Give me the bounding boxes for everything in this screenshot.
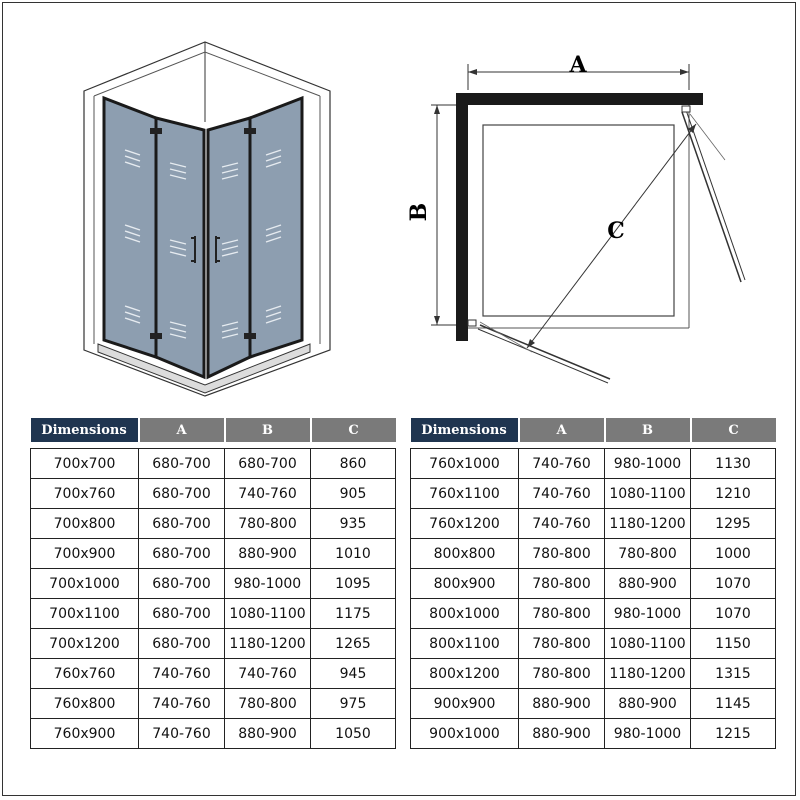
cell: 980-1000	[605, 449, 691, 479]
table-row	[411, 659, 776, 689]
cell: 780-800	[519, 629, 605, 659]
cell: 1010	[311, 539, 396, 569]
table-row	[411, 449, 776, 479]
table-header-row	[31, 418, 396, 442]
cell: 740-760	[225, 659, 311, 689]
cell: 740-760	[139, 719, 225, 749]
cell: 740-760	[519, 479, 605, 509]
top-view-dimension-diagram	[406, 52, 745, 383]
table-row	[31, 539, 396, 569]
header-c: C	[691, 418, 776, 442]
cell: 760x900	[31, 719, 139, 749]
cell: 680-700	[139, 629, 225, 659]
cell: 780-800	[605, 539, 691, 569]
table-row	[31, 569, 396, 599]
header-dimensions: Dimensions	[31, 418, 139, 442]
header-c: C	[311, 418, 396, 442]
cell: 760x1200	[411, 509, 519, 539]
cell: 900x1000	[411, 719, 519, 749]
cell: 800x1200	[411, 659, 519, 689]
cell: 880-900	[605, 569, 691, 599]
cell: 1095	[311, 569, 396, 599]
table-row	[411, 599, 776, 629]
cell: 680-700	[225, 449, 311, 479]
cell: 1295	[691, 509, 776, 539]
dimension-label-b: B	[406, 202, 432, 222]
table-row	[411, 689, 776, 719]
table-row	[31, 599, 396, 629]
table-row	[31, 629, 396, 659]
cell: 800x1000	[411, 599, 519, 629]
cell: 700x1100	[31, 599, 139, 629]
dimensions-table-left	[30, 418, 396, 749]
cell: 780-800	[519, 659, 605, 689]
cell: 900x900	[411, 689, 519, 719]
cell: 740-760	[519, 449, 605, 479]
cell: 1145	[691, 689, 776, 719]
cell: 780-800	[225, 689, 311, 719]
cell: 740-760	[225, 479, 311, 509]
cell: 760x1000	[411, 449, 519, 479]
table-row	[31, 689, 396, 719]
cell: 1050	[311, 719, 396, 749]
cell: 1265	[311, 629, 396, 659]
cell: 1080-1100	[225, 599, 311, 629]
cell: 1130	[691, 449, 776, 479]
table-row	[31, 449, 396, 479]
cell: 740-760	[139, 689, 225, 719]
cell: 700x900	[31, 539, 139, 569]
dimensions-table-right	[410, 418, 776, 749]
header-a: A	[139, 418, 225, 442]
cell: 980-1000	[605, 719, 691, 749]
table-row	[31, 659, 396, 689]
cell: 680-700	[139, 569, 225, 599]
table-row	[31, 719, 396, 749]
cell: 800x1100	[411, 629, 519, 659]
cell: 935	[311, 509, 396, 539]
cell: 1180-1200	[605, 509, 691, 539]
cell: 880-900	[605, 689, 691, 719]
cell: 1080-1100	[605, 479, 691, 509]
cell: 860	[311, 449, 396, 479]
cell: 700x1200	[31, 629, 139, 659]
cell: 760x800	[31, 689, 139, 719]
header-dimensions: Dimensions	[411, 418, 519, 442]
cell: 700x1000	[31, 569, 139, 599]
cell: 1180-1200	[225, 629, 311, 659]
cell: 1315	[691, 659, 776, 689]
cell: 945	[311, 659, 396, 689]
cell: 980-1000	[225, 569, 311, 599]
cell: 780-800	[519, 569, 605, 599]
dimension-label-c: C	[607, 218, 625, 244]
cell: 680-700	[139, 539, 225, 569]
cell: 680-700	[139, 599, 225, 629]
cell: 1180-1200	[605, 659, 691, 689]
cell: 1000	[691, 539, 776, 569]
cell: 700x700	[31, 449, 139, 479]
table-row	[31, 479, 396, 509]
cell: 1215	[691, 719, 776, 749]
cell: 740-760	[519, 509, 605, 539]
cell: 905	[311, 479, 396, 509]
cell: 780-800	[225, 509, 311, 539]
cell: 880-900	[519, 689, 605, 719]
cell: 880-900	[225, 539, 311, 569]
header-a: A	[519, 418, 605, 442]
cell: 680-700	[139, 479, 225, 509]
cell: 800x800	[411, 539, 519, 569]
cell: 880-900	[519, 719, 605, 749]
cell: 1070	[691, 569, 776, 599]
table-row	[411, 509, 776, 539]
cell: 700x760	[31, 479, 139, 509]
header-b: B	[225, 418, 311, 442]
header-b: B	[605, 418, 691, 442]
table-row	[411, 539, 776, 569]
cell: 980-1000	[605, 599, 691, 629]
table-row	[411, 479, 776, 509]
cell: 800x900	[411, 569, 519, 599]
table-row	[411, 629, 776, 659]
cell: 975	[311, 689, 396, 719]
cell: 1210	[691, 479, 776, 509]
cell: 780-800	[519, 599, 605, 629]
cell: 1070	[691, 599, 776, 629]
table-row	[411, 569, 776, 599]
cell: 760x1100	[411, 479, 519, 509]
shower-enclosure-illustration	[84, 42, 330, 396]
cell: 680-700	[139, 509, 225, 539]
cell: 760x760	[31, 659, 139, 689]
cell: 1080-1100	[605, 629, 691, 659]
table-row	[31, 509, 396, 539]
table-row	[411, 719, 776, 749]
table-header-row	[411, 418, 776, 442]
cell: 880-900	[225, 719, 311, 749]
cell: 700x800	[31, 509, 139, 539]
dimension-label-a: A	[569, 52, 587, 78]
cell: 740-760	[139, 659, 225, 689]
cell: 1175	[311, 599, 396, 629]
cell: 780-800	[519, 539, 605, 569]
cell: 680-700	[139, 449, 225, 479]
cell: 1150	[691, 629, 776, 659]
